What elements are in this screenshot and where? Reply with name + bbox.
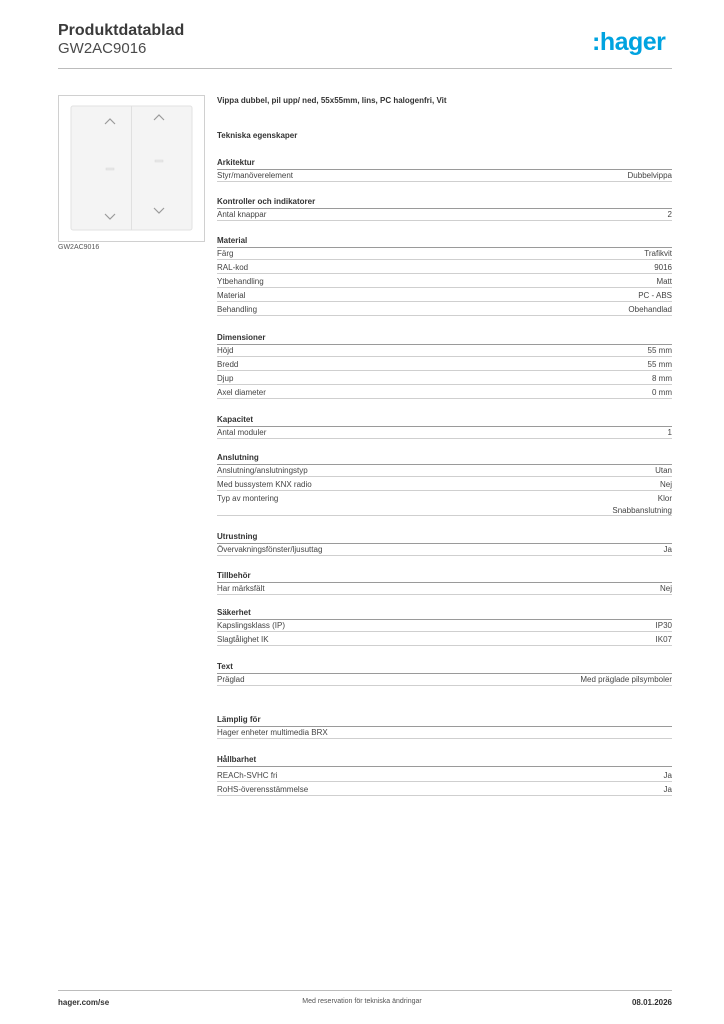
spec-row xyxy=(217,426,672,439)
spec-label: Antal knappar xyxy=(217,210,267,219)
spec-value: PC - ABS xyxy=(638,291,672,300)
spec-value: 2 xyxy=(667,210,672,219)
section-heading: Anslutning xyxy=(217,452,672,464)
spec-row xyxy=(217,372,672,385)
header-divider xyxy=(58,68,672,69)
spec-value-line: Klor xyxy=(657,494,672,503)
spec-value: Ja xyxy=(663,771,672,780)
spec-label: Med bussystem KNX radio xyxy=(217,480,312,489)
spec-row xyxy=(217,275,672,288)
spec-value: Dubbelvippa xyxy=(627,171,672,180)
section-heading: Tillbehör xyxy=(217,570,672,582)
spec-value: Nej xyxy=(659,480,672,489)
footer-date: 08.01.2026 xyxy=(631,998,672,1007)
spec-label: Hager enheter multimedia BRX xyxy=(217,728,328,737)
spec-value: Ja xyxy=(663,785,672,794)
spec-label: Antal moduler xyxy=(217,428,267,437)
footer-website: hager.com/se xyxy=(58,998,110,1007)
product-description: Vippa dubbel, pil upp/ ned, 55x55mm, lins, PC halogenfri, Vit xyxy=(217,96,447,105)
spec-row xyxy=(217,673,672,686)
spec-row xyxy=(217,619,672,632)
section-heading: Säkerhet xyxy=(217,607,672,619)
spec-value: Obehandlad xyxy=(628,305,672,314)
spec-label: Styr/manöverelement xyxy=(217,171,294,180)
spec-row xyxy=(217,726,672,739)
spec-label: Material xyxy=(217,291,246,300)
hager-logo: :hager xyxy=(592,28,666,56)
properties-title: Tekniska egenskaper xyxy=(217,131,298,140)
spec-label: Övervakningsfönster/ljusuttag xyxy=(217,545,323,554)
spec-row xyxy=(217,289,672,302)
spec-value: Med präglade pilsymboler xyxy=(580,675,672,684)
spec-label: Präglad xyxy=(217,675,245,684)
section-heading: Arkitektur xyxy=(217,157,672,169)
spec-label: Ytbehandling xyxy=(217,277,264,286)
section-heading: Lämplig för xyxy=(217,714,672,726)
spec-label: Typ av montering xyxy=(217,494,279,503)
product-image xyxy=(58,95,205,242)
spec-row xyxy=(217,543,672,556)
spec-value: IK07 xyxy=(655,635,672,644)
double-rocker-switch-icon xyxy=(59,96,204,241)
spec-label: Axel diameter xyxy=(217,388,266,397)
image-caption: GW2AC9016 xyxy=(58,244,100,251)
section-heading: Utrustning xyxy=(217,531,672,543)
spec-value: Ja xyxy=(663,545,672,554)
spec-label: Färg xyxy=(217,249,234,258)
spec-label: RoHS-överensstämmelse xyxy=(217,785,309,794)
footer-divider xyxy=(58,990,672,991)
section-heading: Kontroller och indikatorer xyxy=(217,196,672,208)
spec-value: 55 mm xyxy=(647,360,672,369)
spec-label: Behandling xyxy=(217,305,258,314)
spec-value: Trafikvit xyxy=(644,249,672,258)
spec-row xyxy=(217,633,672,646)
spec-row xyxy=(217,358,672,371)
spec-label: REACh-SVHC fri xyxy=(217,771,278,780)
spec-value: 8 mm xyxy=(652,374,672,383)
spec-label: RAL-kod xyxy=(217,263,249,272)
section-heading: Material xyxy=(217,235,672,247)
spec-value-line: Snabbanslutning xyxy=(612,505,672,515)
spec-value: 55 mm xyxy=(647,346,672,355)
section-heading: Text xyxy=(217,661,672,673)
spec-row xyxy=(217,261,672,274)
spec-label: Har märksfält xyxy=(217,584,265,593)
footer-disclaimer: Med reservation för tekniska ändringar xyxy=(302,998,422,1005)
spec-row xyxy=(217,783,672,796)
section-heading: Dimensioner xyxy=(217,332,672,344)
spec-label: Slagtålighet IK xyxy=(217,635,269,644)
spec-value: Nej xyxy=(659,584,672,593)
article-number: GW2AC9016 xyxy=(58,40,147,57)
spec-row xyxy=(217,208,672,221)
spec-value: Utan xyxy=(655,466,672,475)
spec-value: Matt xyxy=(656,277,672,286)
spec-label: Höjd xyxy=(217,346,234,355)
spec-row xyxy=(217,464,672,477)
spec-row xyxy=(217,769,672,782)
spec-row xyxy=(217,169,672,182)
section-heading: Hållbarhet xyxy=(217,754,672,766)
spec-row xyxy=(217,344,672,357)
spec-label: Anslutning/anslutningstyp xyxy=(217,466,308,475)
spec-row xyxy=(217,386,672,399)
spec-value: 9016 xyxy=(654,263,672,272)
spec-row xyxy=(217,303,672,316)
spec-value: IP30 xyxy=(655,621,672,630)
spec-row xyxy=(217,247,672,260)
spec-value: 0 mm xyxy=(652,388,672,397)
spec-value xyxy=(612,493,672,516)
spec-label: Djup xyxy=(217,374,234,383)
spec-row xyxy=(217,582,672,595)
spec-row xyxy=(217,492,672,516)
spec-label: Bredd xyxy=(217,360,239,369)
spec-value: 1 xyxy=(667,428,672,437)
page-title: Produktdatablad xyxy=(58,22,185,39)
section-heading: Kapacitet xyxy=(217,414,672,426)
spec-label: Kapslingsklass (IP) xyxy=(217,621,286,630)
spec-row xyxy=(217,478,672,491)
